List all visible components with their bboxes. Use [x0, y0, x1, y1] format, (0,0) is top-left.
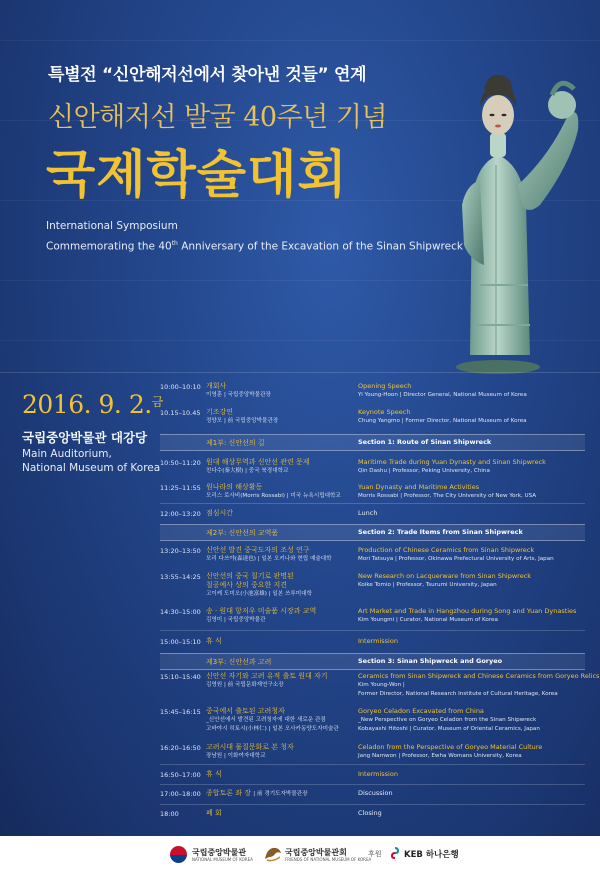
row-divider: [160, 784, 585, 785]
en-title: Closing: [358, 809, 382, 817]
sponsor-label: 후원: [368, 850, 382, 858]
ko-title: 폐 회: [206, 809, 222, 817]
page-title: 국제학술대회: [46, 145, 348, 205]
footer: 국립중앙박물관 NATIONAL MUSEUM OF KOREA 국립중앙박물관회 FRIENDS OF NATIONAL MUSEUM OF KOREA 후원 KEB 하나은행: [0, 836, 600, 871]
row-divider: [160, 630, 585, 631]
time-label: 15:45–16:15: [160, 708, 201, 716]
en-speaker: Jang Namwon | Professor, Ewha Womans University, Korea: [358, 753, 522, 759]
time-label: 10.15–10.45: [160, 409, 201, 417]
ko-title: 원대 해상무역과 신안선 관련 문제: [206, 458, 310, 466]
row-divider: [160, 503, 585, 504]
en-title: Intermission: [358, 637, 398, 645]
time-label: 18:00: [160, 810, 179, 818]
ko-speaker: 모리 다쓰야(森達也) | 일본 오키나와 현립 예술대학: [206, 556, 332, 562]
english-subtitle: Commemorating the 40th Anniversary of the Excavation of the Sinan Shipwreck: [46, 240, 463, 253]
en-title: New Research on Lacquerware from Sinan Shipwreck: [358, 572, 532, 580]
time-label: 13:20–13:50: [160, 547, 201, 555]
anniversary-heading: 신안해저선 발굴 40주년 기념: [48, 102, 388, 133]
en-title: Goryeo Celadon Excavated from China: [358, 707, 484, 715]
venue-english-line2: National Museum of Korea: [22, 462, 161, 474]
en-title: Ceramics from Sinan Shipwreck and Chinese Ceramics from Goryeo Relics: [358, 672, 600, 680]
en-speaker: Kim Youngmi | Curator, National Museum of Korea: [358, 617, 498, 623]
ko-speaker: 고이케 도미오(小池富雄) | 일본 쓰루미대학: [206, 591, 312, 597]
venue-english-line1: Main Auditorium,: [22, 448, 112, 460]
en-speaker: Mori Tatsuya | Professor, Okinawa Prefectural University of Arts, Japan: [358, 556, 554, 562]
ko-speaker: 고바야시 히토시(小林仁) | 일본 오사카동양도자미술관: [206, 726, 339, 732]
time-label: 15:10–15:40: [160, 673, 201, 681]
row-divider: [160, 804, 585, 805]
event-date: 2016. 9. 2.$^금$: [22, 390, 163, 419]
ko-title: 종합토론: [206, 789, 234, 797]
en-title: Yuan Dynasty and Maritime Activities: [358, 483, 480, 491]
en-title: Production of Chinese Ceramics from Sinan Shipwreck: [358, 546, 535, 554]
en-speaker: Yi Young-Hoon | Director General, National Museum of Korea: [358, 392, 527, 398]
en-speaker: Qin Dashu | Professor, Peking University, China: [358, 468, 490, 474]
en-title: Art Market and Trade in Hangzhou during Song and Yuan Dynasties: [358, 607, 577, 615]
ko-title: 고려시대 물질문화로 본 청자: [206, 743, 294, 751]
ko-title: 휴 식: [206, 637, 222, 645]
en-speaker-line2: Former Director, National Research Institute of Cultural Heritage, Korea: [358, 691, 558, 697]
ko-title: 신안선 자기와 고려 유적 출토 원대 자기: [206, 672, 328, 680]
venue-korean: 국립중앙박물관 대강당: [22, 430, 148, 445]
section-header-2: 제2부: 신안선의 교역품 Section 2: Trade Items from Sinan Shipwreck: [160, 524, 585, 541]
time-label: 12:00–13:20: [160, 510, 201, 518]
en-title: Intermission: [358, 770, 398, 778]
ko-speaker: 모리스 로사비(Morris Rossabi) | 미국 뉴욕시립대학교: [206, 493, 341, 499]
time-label: 14:30–15:00: [160, 608, 201, 616]
section-divider: [0, 372, 600, 373]
ko-title: 중국에서 출토된 고려청자: [206, 707, 285, 715]
ko-title: 점심시간: [206, 509, 234, 517]
ko-title-line2: 칠공예사 상의 중요한 지견: [206, 581, 288, 589]
time-label: 16:20–16:50: [160, 744, 201, 752]
time-label: 10:50–11:20: [160, 459, 201, 467]
event-subtitle: 특별전 “신안해저선에서 찾아낸 것들” 연계: [48, 65, 367, 85]
ko-speaker: 김영원 | 前 국립문화재연구소장: [206, 682, 284, 688]
time-label: 11:25–11:55: [160, 484, 201, 492]
time-label: 15:00–15:10: [160, 638, 201, 646]
friends-emblem-icon: [263, 845, 283, 863]
en-title: Lunch: [358, 509, 378, 517]
row-divider: [160, 764, 585, 765]
ko-speaker: 친다수(秦大樹) | 중국 북경대학교: [206, 468, 289, 474]
en-speaker: Chung Yangmo | Former Director, National Museum of Korea: [358, 418, 527, 424]
ko-chair: 좌 장: [235, 789, 252, 797]
ko-title: 송 · 원대 항저우 미술품 시장과 교역: [206, 607, 317, 615]
en-title: Celadon from the Perspective of Goryeo Material Culture: [358, 743, 543, 751]
time-label: 13:55–14:25: [160, 573, 201, 581]
en-speaker: Kobayashi Hitoshi | Curator, Museum of Oriental Ceramics, Japan: [358, 726, 540, 732]
section-header-3: 제3부: 신안선과 고려 Section 3: Sinan Shipwreck and Goryeo: [160, 653, 585, 670]
ko-speaker: 이영훈 | 국립중앙박물관장: [206, 392, 271, 398]
ko-speaker: 정양모 | 前 국립중앙박물관장: [206, 418, 279, 424]
ko-title: 원나라의 해상활동: [206, 483, 263, 491]
en-title: Discussion: [358, 789, 393, 797]
celadon-figurine-image: [440, 55, 585, 375]
en-speaker: Morris Rossabi | Professor, The City University of New York, USA: [358, 493, 537, 499]
en-title: Maritime Trade during Yuan Dynasty and Sinan Shipwreck: [358, 458, 546, 466]
taegeuk-icon: [170, 846, 187, 863]
time-label: 10:00–10:10: [160, 383, 201, 391]
keb-hana-icon: [388, 846, 402, 860]
en-subtitle: _New Perspective on Goryeo Celadon from the Sinan Shipwreck: [358, 717, 537, 723]
ko-speaker: 김영미 | 국립중앙박물관: [206, 617, 266, 623]
ko-title: 휴 식: [206, 770, 222, 778]
time-label: 16:50–17:00: [160, 771, 201, 779]
en-speaker: Koike Tomio | Professor, Tsurumi University, Japan: [358, 582, 497, 588]
ko-title: 개회사: [206, 382, 227, 390]
ko-subtitle: _신안선에서 발견된 고려청자에 대한 새로운 관점: [206, 717, 326, 723]
ko-title: 기조강연: [206, 408, 234, 416]
ko-chair-name: | 前 경기도자박물관장: [253, 791, 308, 797]
en-title: Keynote Speech: [358, 408, 411, 416]
english-title: International Symposium: [46, 220, 178, 232]
ko-speaker: 장남원 | 이화여자대학교: [206, 753, 266, 759]
en-speaker: Kim Young-Won |: [358, 682, 405, 688]
section-header-1: 제1부: 신안선의 길 Section 1: Route of Sinan Shipwreck: [160, 434, 585, 451]
ko-title: 신안선 발견 중국도자의 조성 연구: [206, 546, 310, 554]
ko-title: 신안선의 중국 칠기로 판명된: [206, 572, 294, 580]
time-label: 17:00–18:00: [160, 790, 201, 798]
en-title: Opening Speech: [358, 382, 412, 390]
